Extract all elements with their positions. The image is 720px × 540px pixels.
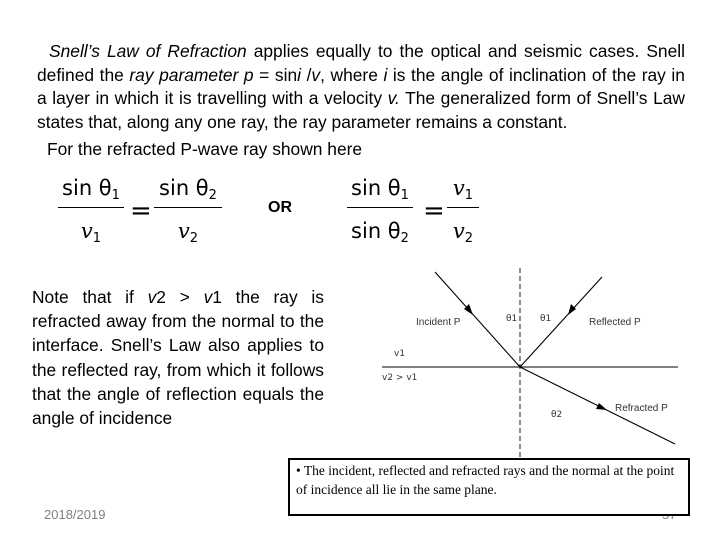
eq2-left-fraction: $\sin \theta_1$ $\sin \theta_2$ <box>347 175 413 244</box>
footer-date: 2018/2019 <box>44 507 106 522</box>
note-segment: 2 > <box>156 287 204 307</box>
intro-paragraph <box>37 40 685 134</box>
intro-segment: v. <box>387 88 400 109</box>
note-segment: v <box>147 287 157 307</box>
intro-segment: , where <box>320 64 384 85</box>
intro-segment: applies equally to the optical and seismic cases. Snell defined the <box>37 41 686 85</box>
or-label: OR <box>268 199 292 216</box>
note-segment: 1 the ray is refracted away from the normal to the interface. Snell’s Law also applies to the reflected ray, from which it follows that the angle of reflection equals the angle of incidence <box>32 287 324 429</box>
eq1-right-fraction: $\sin \theta_2$ $v_2$ <box>154 175 222 244</box>
intro-segment: i <box>383 64 388 85</box>
note-paragraph <box>32 285 324 430</box>
intro-segment: The generalized form of Snell’s Law states that, along any one ray, the ray parameter remains a constant. <box>37 88 685 132</box>
intro-text <box>37 40 685 134</box>
intro-segment: Snell’s Law of Refraction <box>49 41 247 61</box>
eq1-equals: = <box>130 196 152 226</box>
intro-segment: = sin <box>253 64 298 85</box>
theta2-label: θ2 <box>551 410 563 420</box>
lead-line: For the refracted P-wave ray shown here <box>47 139 363 159</box>
refracted-label: Refracted P <box>615 403 668 414</box>
reflected-arrowhead <box>568 304 576 315</box>
note-segment: Note that if <box>32 287 148 307</box>
theta1-right-label: θ1 <box>540 314 552 324</box>
eq2-equals: = <box>423 196 445 226</box>
v1-label: v1 <box>394 349 406 359</box>
note-segment: v <box>203 287 213 307</box>
v2-label: v2 > v1 <box>382 373 418 383</box>
theta1-left-label: θ1 <box>506 314 518 324</box>
eq1-left-fraction: $\sin \theta_1$ $v_1$ <box>58 175 124 244</box>
intro-segment: i <box>297 64 302 85</box>
refracted-arrowhead <box>596 403 607 410</box>
incident-label: Incident P <box>416 317 461 328</box>
caption-box: • The incident, reflected and refracted rays and the normal at the point of incidence all lie in the same plane. <box>288 458 690 516</box>
intro-segment: / <box>301 64 312 85</box>
intro-segment: ray parameter p <box>129 64 254 85</box>
intro-segment: is the angle of inclination of the ray in a layer in which it is travelling with a velocity <box>37 64 685 109</box>
eq2-right-fraction: $v_1$ $v_2$ <box>447 175 479 244</box>
intro-segment: v <box>311 64 321 85</box>
refraction-diagram <box>370 262 690 462</box>
reflected-label: Reflected P <box>589 317 641 328</box>
